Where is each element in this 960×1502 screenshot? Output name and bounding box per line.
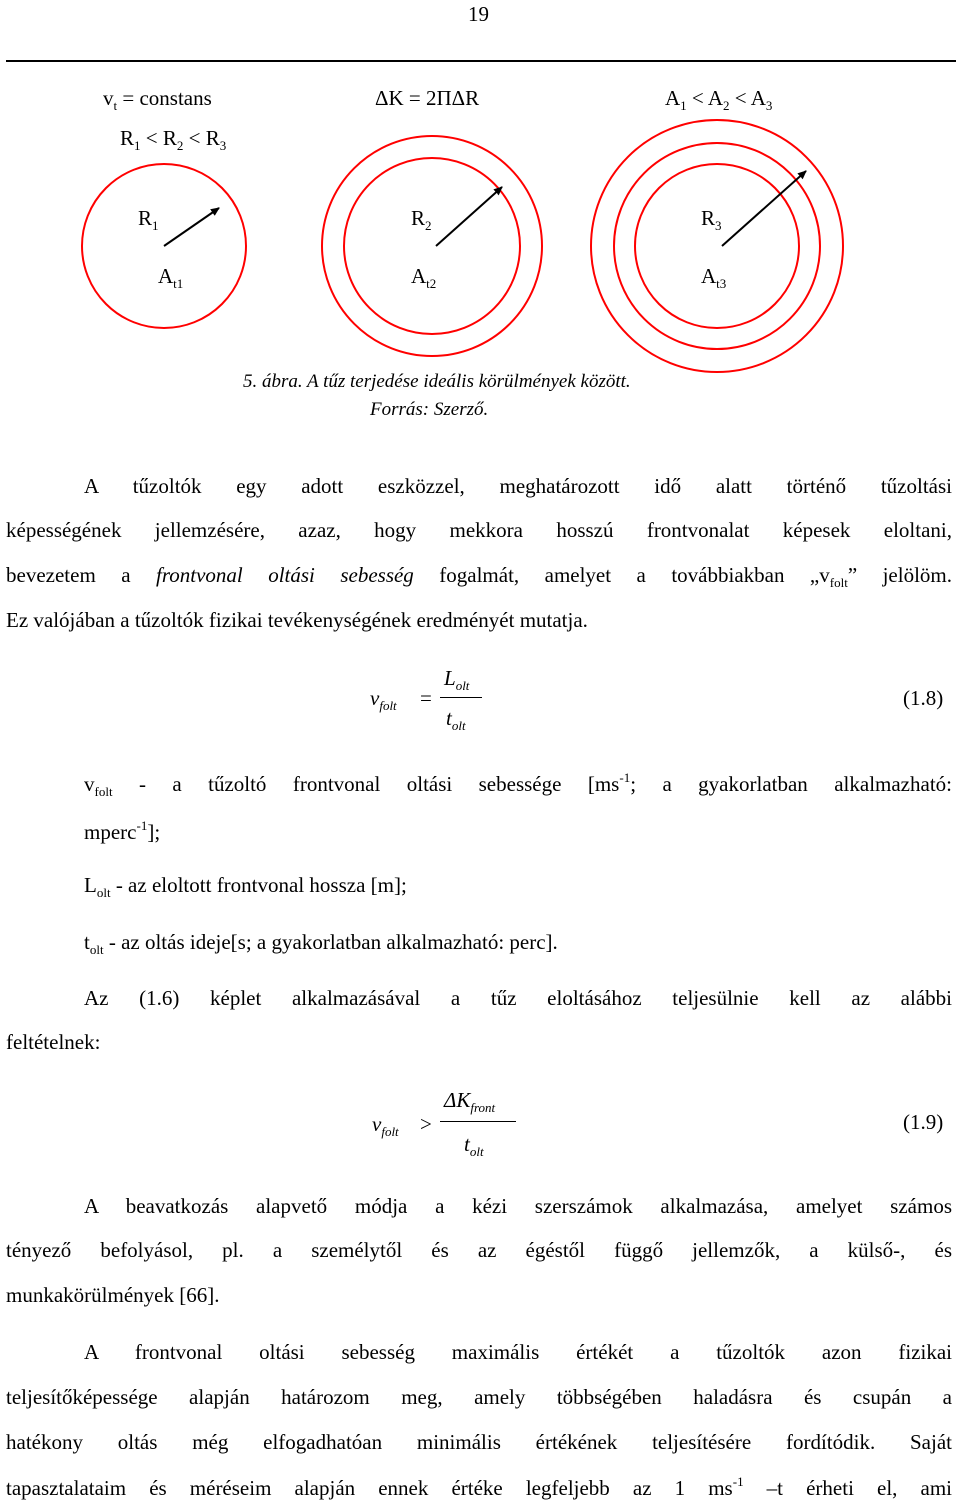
def-tolt: $t_{olt}$ - az oltás ideje[s; a gyakorlatban alkalmazható: perc]. xyxy=(84,930,558,957)
delta-k-formula: ΔK = 2ΠΔR xyxy=(375,86,480,110)
figure-caption: 5. ábra. A tűz terjedése ideális körülmények között. xyxy=(243,371,631,392)
radius-inequality: $R_1 < R_2 < R_3$ xyxy=(120,126,227,153)
para2-line1: Az (1.6) képlet alkalmazásával a tűz eloltásához teljesülnie kell az alábbi xyxy=(84,986,952,1010)
eq18-lhs: $v_{folt}$ xyxy=(370,686,397,713)
para4-line2: teljesítőképessége alapján határozom meg, amely többségében haladásra és csupán a xyxy=(6,1385,952,1409)
def-vfolt: $v_{folt}$ - a tűzoltó frontvonal oltási sebessége [$ms^{-1}$; a gyakorlatban alkalmazható: xyxy=(84,770,952,799)
eq18-fraction-bar xyxy=(440,697,482,698)
def-lolt: $L_{olt}$ - az eloltott frontvonal hossza [m]; xyxy=(84,873,407,900)
fire-spread-circles-figure xyxy=(0,0,960,400)
circle-3 xyxy=(591,120,843,372)
circle-1 xyxy=(82,164,246,328)
para4-line4: tapasztalataim és méréseim alapján ennek értéke legfeljebb az 1 $ms^{-1}$ –t érheti el, ami xyxy=(6,1474,952,1500)
para1-line4: Ez valójában a tűzoltók fizikai tevékenységének eredményét mutatja. xyxy=(6,608,588,632)
eq19-fraction-bar xyxy=(440,1121,516,1122)
circle-2-radius-label: $R_2$ xyxy=(411,206,432,233)
radius-arrow-2 xyxy=(436,187,502,246)
vt-constans-label: $v_t$ = constans xyxy=(103,86,212,113)
eq19-number: (1.9) xyxy=(903,1110,944,1134)
para4-line3: hatékony oltás még elfogadhatóan minimális értékének teljesítésére fordítódik. Saját xyxy=(6,1430,952,1454)
circle-2 xyxy=(322,136,542,356)
eq19-numerator: $\Delta K_{front}$ xyxy=(444,1088,496,1115)
def-vfolt-line2: mperc$^{-1}$]; xyxy=(84,818,161,844)
eq18-number: (1.8) xyxy=(903,686,944,710)
page-number: 19 xyxy=(468,2,489,26)
circle-1-radius-label: $R_1$ xyxy=(138,206,159,233)
radius-arrow-1 xyxy=(164,208,219,246)
radius-arrow-3 xyxy=(722,171,806,246)
eq19-denominator: $t_{olt}$ xyxy=(464,1132,484,1159)
para2-line2: feltételnek: xyxy=(6,1030,101,1054)
figure-source: Forrás: Szerző. xyxy=(370,399,489,420)
area-inequality: $A_1 < A_2 < A_3$ xyxy=(665,86,773,113)
eq18-denominator: $t_{olt}$ xyxy=(446,706,466,733)
circle-2-area-label: $A_{t2}$ xyxy=(411,264,437,291)
eq18-operator: = xyxy=(420,686,432,710)
para1-line3: bevezetem a frontvonal oltási sebesség fogalmát, amelyet a továbbiakban $„v_{folt}$” jelölöm. xyxy=(6,563,953,590)
para3-line3: munkakörülmények [66]. xyxy=(6,1283,220,1307)
para3-line1: A beavatkozás alapvető módja a kézi szerszámok alkalmazása, amelyet számos xyxy=(84,1194,952,1218)
circle-3-radius-label: $R_3$ xyxy=(701,206,722,233)
para1-line1: A tűzoltók egy adott eszközzel, meghatározott idő alatt történő tűzoltási xyxy=(84,474,952,498)
eq19-operator: > xyxy=(420,1112,432,1136)
circle-1-area-label: $A_{t1}$ xyxy=(158,264,184,291)
para3-line2: tényező befolyásol, pl. a személytől és az égéstől függő jellemzők, a külső-, és xyxy=(6,1238,952,1262)
para4-line1: A frontvonal oltási sebesség maximális értékét a tűzoltók azon fizikai xyxy=(84,1340,952,1364)
eq18-numerator: $L_{olt}$ xyxy=(444,666,470,693)
para1-line2: képességének jellemzésére, azaz, hogy mekkora hosszú frontvonalat képesek eloltani, xyxy=(6,518,952,542)
eq19-lhs: $v_{folt}$ xyxy=(372,1112,399,1139)
circle-3-area-label: $A_{t3}$ xyxy=(701,264,727,291)
